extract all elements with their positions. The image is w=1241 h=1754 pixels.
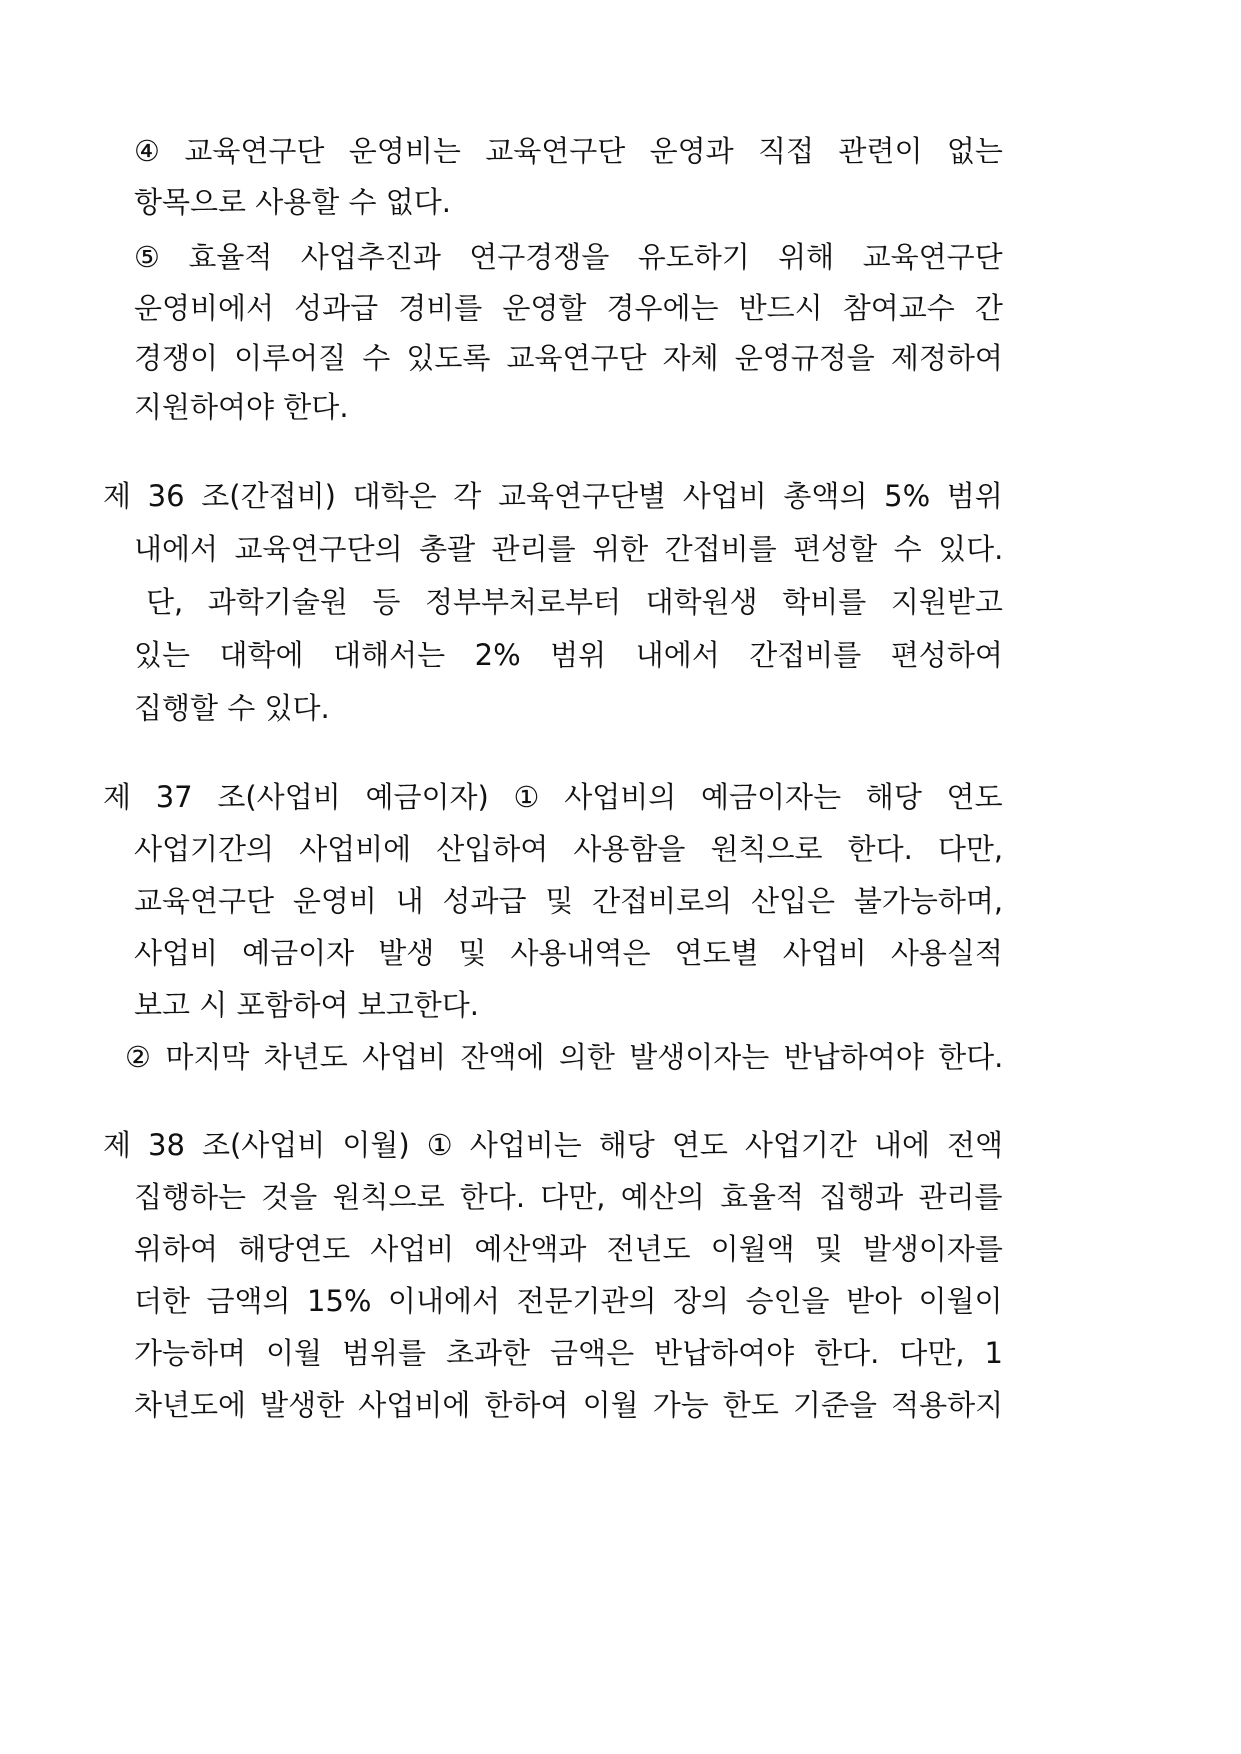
article-37-line-4: 사업비 예금이자 발생 및 사용내역은 연도별 사업비 사용실적 — [134, 936, 1003, 970]
clause-5-line-1: ⑤ 효율적 사업추진과 연구경쟁을 유도하기 위해 교육연구단 — [134, 240, 1003, 274]
article-36-line-3: 단, 과학기술원 등 정부부처로부터 대학원생 학비를 지원받고 — [146, 585, 1003, 619]
article-36-line-5: 집행할 수 있다. — [134, 691, 330, 725]
article-37-line-1: 제 37 조(사업비 예금이자) ① 사업비의 예금이자는 해당 연도 — [103, 780, 1003, 814]
article-36-line-1: 제 36 조(간접비) 대학은 각 교육연구단별 사업비 총액의 5% 범위 — [103, 479, 1003, 513]
article-36-line-4: 있는 대학에 대해서는 2% 범위 내에서 간접비를 편성하여 — [134, 638, 1003, 672]
article-38-line-2: 집행하는 것을 원칙으로 한다. 다만, 예산의 효율적 집행과 관리를 — [134, 1180, 1003, 1214]
article-37-line-5: 보고 시 포함하여 보고한다. — [134, 988, 480, 1022]
article-38-line-4: 더한 금액의 15% 이내에서 전문기관의 장의 승인을 받아 이월이 — [134, 1284, 1003, 1318]
clause-5-line-3: 경쟁이 이루어질 수 있도록 교육연구단 자체 운영규정을 제정하여 — [134, 341, 1003, 375]
article-38-line-6: 차년도에 발생한 사업비에 한하여 이월 가능 한도 기준을 적용하지 — [134, 1388, 1004, 1422]
clause-4-line-1: ④ 교육연구단 운영비는 교육연구단 운영과 직접 관련이 없는 — [134, 134, 1003, 168]
clause-4-line-2: 항목으로 사용할 수 없다. — [134, 185, 452, 219]
clause-5-line-4: 지원하여야 한다. — [134, 390, 349, 424]
article-38-line-1: 제 38 조(사업비 이월) ① 사업비는 해당 연도 사업기간 내에 전액 — [103, 1128, 1004, 1162]
article-38-line-3: 위하여 해당연도 사업비 예산액과 전년도 이월액 및 발생이자를 — [134, 1232, 1003, 1266]
article-37-line-6: ② 마지막 차년도 사업비 잔액에 의한 발생이자는 반납하여야 한다. — [125, 1040, 1004, 1074]
article-36-line-2: 내에서 교육연구단의 총괄 관리를 위한 간접비를 편성할 수 있다. — [134, 532, 1004, 566]
article-37-line-2: 사업기간의 사업비에 산입하여 사용함을 원칙으로 한다. 다만, — [134, 832, 1004, 866]
article-38-line-5: 가능하며 이월 범위를 초과한 금액은 반납하여야 한다. 다만, 1 — [134, 1336, 1003, 1370]
clause-5-line-2: 운영비에서 성과급 경비를 운영할 경우에는 반드시 참여교수 간 — [134, 291, 1003, 325]
article-37-line-3: 교육연구단 운영비 내 성과급 및 간접비로의 산입은 불가능하며, — [134, 884, 1004, 918]
